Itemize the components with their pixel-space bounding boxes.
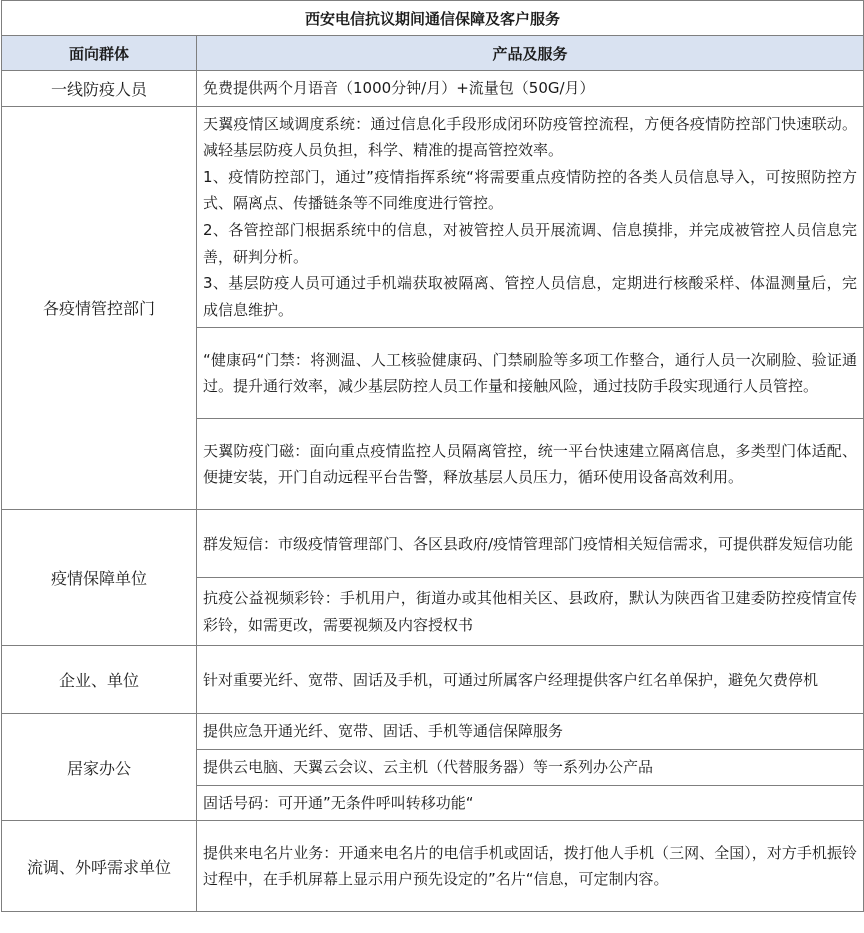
service-cell <box>197 646 864 714</box>
title-row <box>2 1 864 36</box>
group-cell: 居家办公 <box>2 714 197 821</box>
service-text: 提供应急开通光纤、宽带、固话、手机等通信保障服务 <box>203 722 564 741</box>
service-text: 针对重要光纤、宽带、固话及手机，可通过所属客户经理提供客户红名单保护，避免欠费停机 <box>203 670 819 689</box>
service-cell <box>197 328 864 419</box>
group-cell: 疫情保障单位 <box>2 510 197 646</box>
service-cell <box>197 510 864 578</box>
service-text: 2、各管控部门根据系统中的信息，对被管控人员开展流调、信息摸排，并完成被管控人员信息完善，研判分析。 <box>203 220 858 266</box>
service-cell <box>197 578 864 646</box>
service-cell <box>197 749 864 785</box>
service-cell <box>197 821 864 912</box>
table-row <box>2 71 864 107</box>
group-cell: 各疫情管控部门 <box>2 106 197 510</box>
service-text: 固话号码：可开通”无条件呼叫转移功能“ <box>203 793 474 812</box>
service-text: “健康码“门禁：将测温、人工核验健康码、门禁刷脸等多项工作整合，通行人员一次刷脸、验证通过。提升通行效率，减少基层防控人员工作量和接触风险，通过技防手段实现通行人员管控。 <box>203 350 858 396</box>
service-text: 免费提供两个月语音（1000分钟/月）+流量包（50G/月） <box>203 79 595 97</box>
service-text: 1、疫情防控部门，通过”疫情指挥系统“将需要重点疫情防控的各类人员信息导入，可按照防控方式、隔离点、传播链条等不同维度进行管控。 <box>203 167 858 213</box>
service-text: 天翼疫情区域调度系统：通过信息化手段形成闭环防疫管控流程，方便各疫情防控部门快速联动。减轻基层防疫人员负担，科学、精准的提高管控效率。 <box>203 114 858 160</box>
service-cell <box>197 714 864 750</box>
service-cell <box>197 419 864 510</box>
service-cell <box>197 785 864 821</box>
header-group: 面向群体 <box>2 36 197 71</box>
service-table-sheet <box>1 0 863 912</box>
group-cell: 一线防疫人员 <box>2 71 197 107</box>
table-row <box>2 510 864 578</box>
service-text: 提供云电脑、天翼云会议、云主机（代替服务器）等一系列办公产品 <box>203 757 654 776</box>
group-cell: 流调、外呼需求单位 <box>2 821 197 912</box>
table-row <box>2 821 864 912</box>
service-text: 3、基层防疫人员可通过手机端获取被隔离、管控人员信息，定期进行核酸采样、体温测量后，完成信息维护。 <box>203 274 858 319</box>
service-table <box>1 0 864 912</box>
table-row <box>2 646 864 714</box>
group-cell: 企业、单位 <box>2 646 197 714</box>
service-text: 抗疫公益视频彩铃：手机用户，街道办或其他相关区、县政府，默认为陕西省卫建委防控疫情宣传彩铃，如需更改，需要视频及内容授权书 <box>203 589 858 634</box>
service-text: 天翼防疫门磁：面向重点疫情监控人员隔离管控，统一平台快速建立隔离信息，多类型门体适配、便捷安装，开门自动远程平台告警，释放基层人员压力，循环使用设备高效利用。 <box>203 441 858 487</box>
service-text: 提供来电名片业务：开通来电名片的电信手机或固话，拨打他人手机（三网、全国），对方手机振铃过程中，在手机屏幕上显示用户预先设定的”名片“信息，可定制内容。 <box>203 843 858 889</box>
service-cell <box>197 71 864 107</box>
table-title: 西安电信抗议期间通信保障及客户服务 <box>2 1 864 36</box>
header-row <box>2 36 864 71</box>
service-text: 群发短信：市级疫情管理部门、各区县政府/疫情管理部门疫情相关短信需求，可提供群发短信功能 <box>203 534 854 553</box>
service-cell <box>197 106 864 328</box>
table-row <box>2 106 864 328</box>
table-row <box>2 714 864 750</box>
header-service: 产品及服务 <box>197 36 864 71</box>
